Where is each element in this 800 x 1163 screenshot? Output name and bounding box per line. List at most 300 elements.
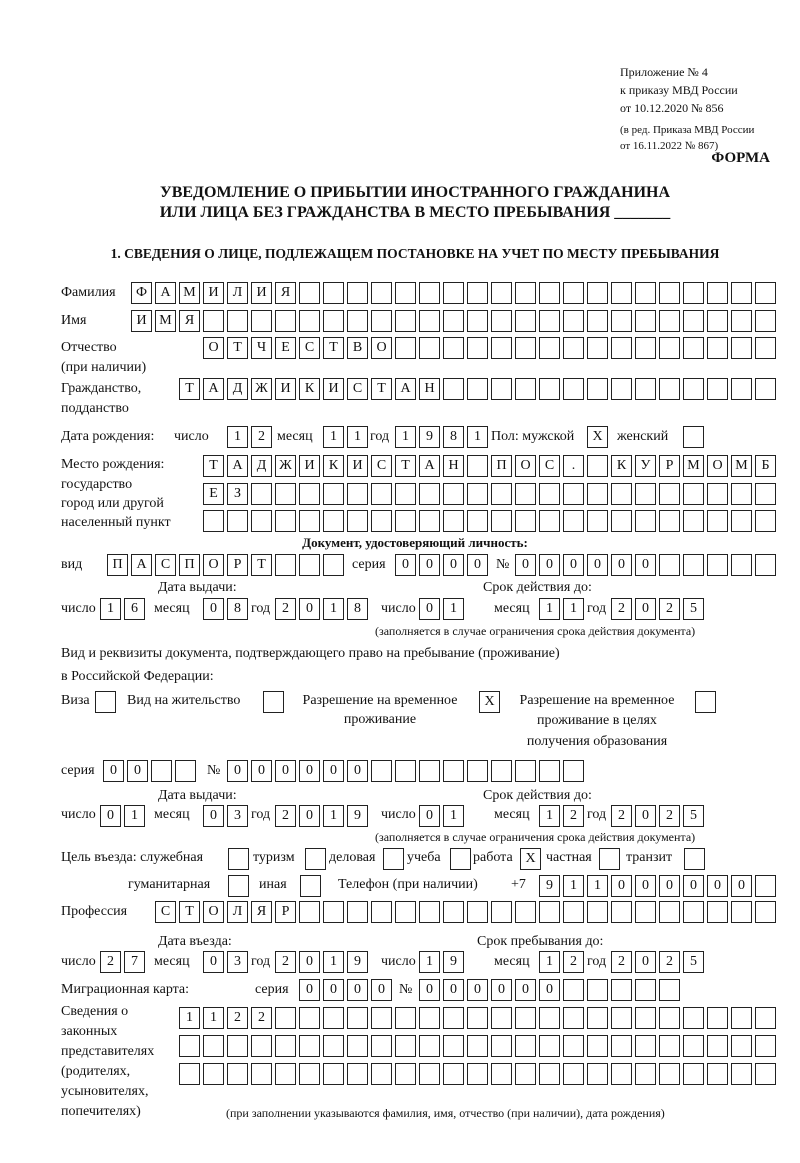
- char-box[interactable]: [587, 1007, 608, 1029]
- char-box[interactable]: [323, 554, 344, 576]
- char-box[interactable]: [443, 510, 464, 532]
- char-box[interactable]: [707, 310, 728, 332]
- char-box[interactable]: Я: [251, 901, 272, 923]
- char-box[interactable]: [491, 310, 512, 332]
- char-box[interactable]: [515, 901, 536, 923]
- char-box[interactable]: Р: [227, 554, 248, 576]
- char-box[interactable]: Р: [275, 901, 296, 923]
- char-box[interactable]: 8: [227, 598, 248, 620]
- char-box[interactable]: Н: [443, 455, 464, 477]
- char-box[interactable]: Т: [227, 337, 248, 359]
- char-box[interactable]: 0: [635, 554, 656, 576]
- char-box[interactable]: [539, 483, 560, 505]
- char-box[interactable]: [299, 901, 320, 923]
- char-box[interactable]: 0: [443, 979, 464, 1001]
- char-box[interactable]: [635, 979, 656, 1001]
- char-box[interactable]: [515, 1063, 536, 1085]
- char-box[interactable]: [731, 1007, 752, 1029]
- char-box[interactable]: 0: [419, 554, 440, 576]
- char-box[interactable]: 1: [419, 951, 440, 973]
- char-box[interactable]: 1: [563, 875, 584, 897]
- char-box[interactable]: К: [323, 455, 344, 477]
- char-box[interactable]: [659, 979, 680, 1001]
- char-box[interactable]: Е: [275, 337, 296, 359]
- char-box[interactable]: [395, 1007, 416, 1029]
- char-box[interactable]: 0: [419, 979, 440, 1001]
- phone-boxes[interactable]: [539, 875, 779, 897]
- char-box[interactable]: [251, 483, 272, 505]
- char-box[interactable]: [563, 1007, 584, 1029]
- char-box[interactable]: [539, 1007, 560, 1029]
- char-box[interactable]: [275, 510, 296, 532]
- char-box[interactable]: [635, 337, 656, 359]
- char-box[interactable]: [275, 1035, 296, 1057]
- checkbox-cell[interactable]: [450, 848, 471, 870]
- char-box[interactable]: И: [323, 378, 344, 400]
- char-box[interactable]: 0: [103, 760, 124, 782]
- char-box[interactable]: [299, 554, 320, 576]
- char-box[interactable]: [539, 378, 560, 400]
- checkbox-cell[interactable]: X: [479, 691, 500, 713]
- char-box[interactable]: [179, 1035, 200, 1057]
- char-box[interactable]: [395, 483, 416, 505]
- char-box[interactable]: С: [155, 901, 176, 923]
- char-box[interactable]: 0: [323, 760, 344, 782]
- char-box[interactable]: [587, 337, 608, 359]
- char-box[interactable]: 0: [299, 951, 320, 973]
- char-box[interactable]: [563, 1035, 584, 1057]
- char-box[interactable]: К: [299, 378, 320, 400]
- char-box[interactable]: [755, 1035, 776, 1057]
- char-box[interactable]: [467, 901, 488, 923]
- char-box[interactable]: П: [179, 554, 200, 576]
- char-box[interactable]: [347, 1063, 368, 1085]
- char-box[interactable]: [611, 337, 632, 359]
- char-box[interactable]: [203, 1063, 224, 1085]
- char-box[interactable]: 2: [611, 598, 632, 620]
- char-box[interactable]: А: [419, 455, 440, 477]
- stay-issue-month[interactable]: [203, 805, 251, 827]
- char-box[interactable]: [395, 310, 416, 332]
- char-box[interactable]: [659, 483, 680, 505]
- char-box[interactable]: [491, 901, 512, 923]
- char-box[interactable]: [203, 510, 224, 532]
- char-box[interactable]: 2: [659, 805, 680, 827]
- id-issue-day[interactable]: [100, 598, 148, 620]
- char-box[interactable]: [227, 510, 248, 532]
- char-box[interactable]: М: [683, 455, 704, 477]
- char-box[interactable]: 0: [491, 979, 512, 1001]
- char-box[interactable]: 2: [251, 1007, 272, 1029]
- char-box[interactable]: А: [395, 378, 416, 400]
- char-box[interactable]: [347, 1035, 368, 1057]
- purpose-official-checkbox[interactable]: [228, 848, 252, 870]
- char-box[interactable]: [539, 310, 560, 332]
- birthplace-boxes-3[interactable]: [203, 510, 779, 532]
- char-box[interactable]: [491, 378, 512, 400]
- char-box[interactable]: [659, 310, 680, 332]
- char-box[interactable]: [755, 1007, 776, 1029]
- char-box[interactable]: [563, 760, 584, 782]
- char-box[interactable]: [515, 1035, 536, 1057]
- char-box[interactable]: У: [635, 455, 656, 477]
- char-box[interactable]: М: [731, 455, 752, 477]
- stay-valid-year[interactable]: [611, 805, 707, 827]
- char-box[interactable]: 0: [299, 598, 320, 620]
- char-box[interactable]: 1: [443, 598, 464, 620]
- char-box[interactable]: [419, 760, 440, 782]
- char-box[interactable]: [275, 310, 296, 332]
- char-box[interactable]: [683, 901, 704, 923]
- char-box[interactable]: [419, 483, 440, 505]
- checkbox-cell[interactable]: X: [520, 848, 541, 870]
- id-valid-year[interactable]: [611, 598, 707, 620]
- char-box[interactable]: 8: [443, 426, 464, 448]
- char-box[interactable]: П: [107, 554, 128, 576]
- temp-residence-checkbox[interactable]: [479, 691, 503, 713]
- char-box[interactable]: И: [299, 455, 320, 477]
- char-box[interactable]: [731, 554, 752, 576]
- char-box[interactable]: [227, 1035, 248, 1057]
- char-box[interactable]: [731, 1035, 752, 1057]
- birth-day-boxes[interactable]: [227, 426, 275, 448]
- char-box[interactable]: О: [707, 455, 728, 477]
- char-box[interactable]: [299, 510, 320, 532]
- char-box[interactable]: [659, 337, 680, 359]
- char-box[interactable]: [395, 510, 416, 532]
- char-box[interactable]: [587, 979, 608, 1001]
- char-box[interactable]: [467, 455, 488, 477]
- checkbox-cell[interactable]: [263, 691, 284, 713]
- char-box[interactable]: [587, 282, 608, 304]
- purpose-tourism-checkbox[interactable]: [305, 848, 329, 870]
- char-box[interactable]: Т: [203, 455, 224, 477]
- char-box[interactable]: [755, 901, 776, 923]
- id-valid-month[interactable]: [539, 598, 587, 620]
- char-box[interactable]: 9: [419, 426, 440, 448]
- char-box[interactable]: 2: [275, 951, 296, 973]
- char-box[interactable]: 0: [515, 979, 536, 1001]
- char-box[interactable]: Е: [203, 483, 224, 505]
- char-box[interactable]: [347, 483, 368, 505]
- char-box[interactable]: 0: [227, 760, 248, 782]
- char-box[interactable]: [419, 337, 440, 359]
- char-box[interactable]: [755, 1063, 776, 1085]
- char-box[interactable]: 0: [611, 554, 632, 576]
- char-box[interactable]: С: [299, 337, 320, 359]
- stay-issue-year[interactable]: [275, 805, 371, 827]
- char-box[interactable]: И: [203, 282, 224, 304]
- char-box[interactable]: 0: [611, 875, 632, 897]
- char-box[interactable]: И: [347, 455, 368, 477]
- char-box[interactable]: [731, 510, 752, 532]
- char-box[interactable]: [755, 310, 776, 332]
- char-box[interactable]: 0: [251, 760, 272, 782]
- checkbox-cell[interactable]: [305, 848, 326, 870]
- char-box[interactable]: [299, 310, 320, 332]
- char-box[interactable]: 0: [707, 875, 728, 897]
- char-box[interactable]: [539, 1063, 560, 1085]
- char-box[interactable]: [419, 1035, 440, 1057]
- char-box[interactable]: 0: [371, 979, 392, 1001]
- name-boxes[interactable]: [131, 310, 779, 332]
- char-box[interactable]: [731, 310, 752, 332]
- char-box[interactable]: [635, 310, 656, 332]
- char-box[interactable]: [659, 901, 680, 923]
- char-box[interactable]: [347, 282, 368, 304]
- char-box[interactable]: [707, 901, 728, 923]
- char-box[interactable]: [611, 1007, 632, 1029]
- char-box[interactable]: [635, 378, 656, 400]
- char-box[interactable]: [515, 760, 536, 782]
- char-box[interactable]: [707, 337, 728, 359]
- char-box[interactable]: 9: [443, 951, 464, 973]
- char-box[interactable]: 1: [124, 805, 145, 827]
- representatives-boxes-3[interactable]: [179, 1063, 779, 1085]
- stay-until-month[interactable]: [539, 951, 587, 973]
- char-box[interactable]: 5: [683, 951, 704, 973]
- char-box[interactable]: 1: [587, 875, 608, 897]
- char-box[interactable]: [299, 282, 320, 304]
- representatives-boxes-2[interactable]: [179, 1035, 779, 1057]
- char-box[interactable]: [443, 310, 464, 332]
- char-box[interactable]: Т: [251, 554, 272, 576]
- char-box[interactable]: [563, 1063, 584, 1085]
- char-box[interactable]: [275, 1063, 296, 1085]
- char-box[interactable]: [563, 979, 584, 1001]
- char-box[interactable]: 9: [347, 951, 368, 973]
- char-box[interactable]: 0: [203, 598, 224, 620]
- checkbox-cell[interactable]: [228, 875, 249, 897]
- char-box[interactable]: 2: [659, 951, 680, 973]
- char-box[interactable]: [755, 554, 776, 576]
- char-box[interactable]: [683, 1035, 704, 1057]
- char-box[interactable]: [755, 282, 776, 304]
- purpose-work-checkbox[interactable]: [520, 848, 544, 870]
- visa-checkbox[interactable]: [95, 691, 119, 713]
- char-box[interactable]: 9: [539, 875, 560, 897]
- char-box[interactable]: 1: [467, 426, 488, 448]
- char-box[interactable]: 5: [683, 805, 704, 827]
- char-box[interactable]: [251, 310, 272, 332]
- char-box[interactable]: З: [227, 483, 248, 505]
- char-box[interactable]: А: [131, 554, 152, 576]
- residence-permit-checkbox[interactable]: [263, 691, 287, 713]
- char-box[interactable]: 2: [227, 1007, 248, 1029]
- char-box[interactable]: [539, 337, 560, 359]
- char-box[interactable]: Р: [659, 455, 680, 477]
- char-box[interactable]: 1: [323, 951, 344, 973]
- char-box[interactable]: Л: [227, 901, 248, 923]
- migration-number-boxes[interactable]: [419, 979, 683, 1001]
- temp-residence-edu-checkbox[interactable]: [695, 691, 719, 713]
- char-box[interactable]: 6: [124, 598, 145, 620]
- char-box[interactable]: [467, 483, 488, 505]
- char-box[interactable]: [491, 1035, 512, 1057]
- checkbox-cell[interactable]: [695, 691, 716, 713]
- stay-series-boxes[interactable]: [103, 760, 199, 782]
- char-box[interactable]: 2: [251, 426, 272, 448]
- char-box[interactable]: [659, 378, 680, 400]
- char-box[interactable]: [323, 310, 344, 332]
- char-box[interactable]: 0: [467, 554, 488, 576]
- char-box[interactable]: 0: [347, 979, 368, 1001]
- char-box[interactable]: [347, 510, 368, 532]
- birth-month-boxes[interactable]: [323, 426, 371, 448]
- char-box[interactable]: И: [275, 378, 296, 400]
- char-box[interactable]: [371, 1063, 392, 1085]
- char-box[interactable]: [563, 483, 584, 505]
- char-box[interactable]: Д: [227, 378, 248, 400]
- char-box[interactable]: 0: [635, 598, 656, 620]
- char-box[interactable]: [731, 901, 752, 923]
- char-box[interactable]: [707, 510, 728, 532]
- char-box[interactable]: О: [203, 554, 224, 576]
- id-number-boxes[interactable]: [515, 554, 779, 576]
- char-box[interactable]: [515, 310, 536, 332]
- representatives-boxes-1[interactable]: [179, 1007, 779, 1029]
- char-box[interactable]: 0: [299, 805, 320, 827]
- char-box[interactable]: 0: [203, 951, 224, 973]
- char-box[interactable]: [275, 1007, 296, 1029]
- char-box[interactable]: [611, 483, 632, 505]
- char-box[interactable]: О: [371, 337, 392, 359]
- char-box[interactable]: 3: [227, 805, 248, 827]
- char-box[interactable]: [611, 979, 632, 1001]
- char-box[interactable]: [347, 901, 368, 923]
- char-box[interactable]: [515, 510, 536, 532]
- char-box[interactable]: [539, 510, 560, 532]
- entry-month[interactable]: [203, 951, 251, 973]
- char-box[interactable]: А: [227, 455, 248, 477]
- char-box[interactable]: 0: [659, 875, 680, 897]
- char-box[interactable]: А: [155, 282, 176, 304]
- char-box[interactable]: [611, 1035, 632, 1057]
- char-box[interactable]: [755, 875, 776, 897]
- purpose-humanitarian-checkbox[interactable]: [228, 875, 252, 897]
- char-box[interactable]: 1: [539, 805, 560, 827]
- char-box[interactable]: [323, 1063, 344, 1085]
- char-box[interactable]: [683, 1063, 704, 1085]
- char-box[interactable]: Я: [275, 282, 296, 304]
- checkbox-cell[interactable]: [684, 848, 705, 870]
- char-box[interactable]: [611, 901, 632, 923]
- char-box[interactable]: 1: [443, 805, 464, 827]
- char-box[interactable]: [587, 1063, 608, 1085]
- char-box[interactable]: .: [563, 455, 584, 477]
- char-box[interactable]: [395, 1035, 416, 1057]
- stay-valid-month[interactable]: [539, 805, 587, 827]
- char-box[interactable]: 1: [563, 598, 584, 620]
- id-series-boxes[interactable]: [395, 554, 491, 576]
- stay-number-boxes[interactable]: [227, 760, 587, 782]
- char-box[interactable]: 0: [127, 760, 148, 782]
- char-box[interactable]: [175, 760, 196, 782]
- char-box[interactable]: [419, 901, 440, 923]
- char-box[interactable]: [659, 554, 680, 576]
- char-box[interactable]: 0: [323, 979, 344, 1001]
- char-box[interactable]: 0: [683, 875, 704, 897]
- male-checkbox[interactable]: [587, 426, 611, 448]
- char-box[interactable]: 1: [395, 426, 416, 448]
- char-box[interactable]: Т: [395, 455, 416, 477]
- char-box[interactable]: [299, 483, 320, 505]
- id-valid-day[interactable]: [419, 598, 467, 620]
- purpose-transit-checkbox[interactable]: [684, 848, 708, 870]
- char-box[interactable]: [371, 310, 392, 332]
- char-box[interactable]: [731, 282, 752, 304]
- char-box[interactable]: [347, 310, 368, 332]
- char-box[interactable]: 0: [563, 554, 584, 576]
- char-box[interactable]: [707, 378, 728, 400]
- char-box[interactable]: [467, 378, 488, 400]
- char-box[interactable]: [755, 378, 776, 400]
- char-box[interactable]: Т: [371, 378, 392, 400]
- checkbox-cell[interactable]: [599, 848, 620, 870]
- char-box[interactable]: [587, 483, 608, 505]
- char-box[interactable]: [323, 1035, 344, 1057]
- char-box[interactable]: [151, 760, 172, 782]
- char-box[interactable]: [443, 483, 464, 505]
- char-box[interactable]: [491, 1063, 512, 1085]
- char-box[interactable]: [275, 483, 296, 505]
- char-box[interactable]: 1: [347, 426, 368, 448]
- char-box[interactable]: 0: [731, 875, 752, 897]
- char-box[interactable]: М: [155, 310, 176, 332]
- checkbox-cell[interactable]: [383, 848, 404, 870]
- id-kind-boxes[interactable]: [107, 554, 347, 576]
- char-box[interactable]: [467, 337, 488, 359]
- char-box[interactable]: Б: [755, 455, 776, 477]
- char-box[interactable]: [563, 337, 584, 359]
- char-box[interactable]: О: [203, 337, 224, 359]
- char-box[interactable]: [203, 1035, 224, 1057]
- char-box[interactable]: [491, 760, 512, 782]
- entry-day[interactable]: [100, 951, 148, 973]
- char-box[interactable]: [731, 337, 752, 359]
- char-box[interactable]: 0: [635, 875, 656, 897]
- char-box[interactable]: 1: [100, 598, 121, 620]
- char-box[interactable]: [563, 901, 584, 923]
- char-box[interactable]: [707, 554, 728, 576]
- char-box[interactable]: [395, 337, 416, 359]
- char-box[interactable]: С: [539, 455, 560, 477]
- char-box[interactable]: [251, 510, 272, 532]
- char-box[interactable]: [563, 510, 584, 532]
- char-box[interactable]: [419, 1007, 440, 1029]
- char-box[interactable]: Ф: [131, 282, 152, 304]
- char-box[interactable]: [443, 337, 464, 359]
- char-box[interactable]: 0: [100, 805, 121, 827]
- char-box[interactable]: [515, 1007, 536, 1029]
- stay-valid-day[interactable]: [419, 805, 467, 827]
- char-box[interactable]: [587, 1035, 608, 1057]
- char-box[interactable]: [755, 483, 776, 505]
- purpose-private-checkbox[interactable]: [599, 848, 623, 870]
- char-box[interactable]: 1: [539, 598, 560, 620]
- checkbox-cell[interactable]: [95, 691, 116, 713]
- char-box[interactable]: [443, 760, 464, 782]
- char-box[interactable]: [659, 1007, 680, 1029]
- char-box[interactable]: [683, 282, 704, 304]
- char-box[interactable]: 0: [635, 951, 656, 973]
- checkbox-cell[interactable]: [683, 426, 704, 448]
- char-box[interactable]: 2: [563, 805, 584, 827]
- char-box[interactable]: [515, 337, 536, 359]
- char-box[interactable]: [299, 1063, 320, 1085]
- char-box[interactable]: [299, 1035, 320, 1057]
- stay-issue-day[interactable]: [100, 805, 148, 827]
